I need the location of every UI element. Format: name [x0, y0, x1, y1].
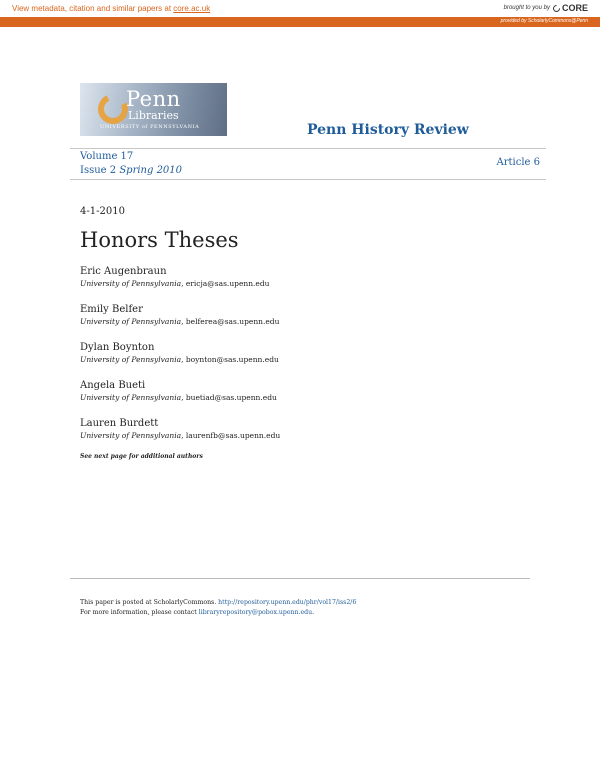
- footer-contact-text: For more information, please contact: [80, 609, 197, 616]
- author-university: University of Pennsylvania: [80, 431, 182, 440]
- author-entry: [80, 303, 550, 341]
- author-university: University of Pennsylvania: [80, 355, 182, 364]
- author-affiliation: [80, 316, 550, 327]
- author-list: [80, 265, 550, 455]
- author-name: Dylan Boynton: [80, 342, 155, 353]
- core-metadata-text: View metadata, citation and similar papers at: [12, 4, 172, 13]
- logo-university: UNIVERSITY of PENNSYLVANIA: [100, 124, 200, 130]
- see-next-page-note: See next page for additional authors: [80, 453, 203, 460]
- author-name: Eric Augenbraun: [80, 266, 167, 277]
- core-logo-text: CORE: [561, 3, 588, 13]
- author-name: Emily Belfer: [80, 304, 143, 315]
- author-email: , belferea@sas.upenn.edu: [181, 317, 280, 326]
- repository-link[interactable]: http://repository.upenn.edu/phr/vol17/iss2/6: [218, 599, 357, 606]
- core-metadata-notice: [12, 4, 210, 13]
- author-affiliation: [80, 354, 550, 365]
- publication-date: 4-1-2010: [80, 206, 125, 217]
- logo-title: Penn: [126, 87, 181, 111]
- author-entry: [80, 341, 550, 379]
- author-affiliation: [80, 430, 550, 441]
- author-affiliation: [80, 392, 550, 403]
- journal-title[interactable]: Penn History Review: [307, 122, 469, 138]
- issue-link[interactable]: [80, 165, 182, 176]
- footer-contact-suffix: .: [312, 609, 315, 616]
- author-email: , buetiad@sas.upenn.edu: [181, 393, 277, 402]
- penn-libraries-logo[interactable]: [80, 83, 227, 136]
- brought-by-text: brought to you by: [503, 5, 550, 11]
- header-divider-bottom: [70, 179, 546, 180]
- footer-posted: [80, 599, 356, 606]
- volume-link[interactable]: Volume 17: [80, 151, 134, 162]
- author-university: University of Pennsylvania: [80, 317, 182, 326]
- header-divider-top: [70, 148, 546, 149]
- author-university: University of Pennsylvania: [80, 393, 182, 402]
- author-name: Angela Bueti: [80, 380, 146, 391]
- footer-divider: [70, 578, 530, 579]
- core-logo-icon: [552, 3, 562, 13]
- author-entry: [80, 379, 550, 417]
- provided-by-text[interactable]: provided by ScholarlyCommons@Penn: [500, 18, 588, 24]
- logo-subtitle: Libraries: [128, 109, 179, 122]
- article-link[interactable]: Article 6: [496, 157, 540, 168]
- author-entry: [80, 417, 550, 455]
- issue-season: Spring 2010: [119, 165, 183, 176]
- contact-email-link[interactable]: libraryrepository@pobox.upenn.edu: [198, 609, 313, 616]
- paper-title: Honors Theses: [80, 228, 239, 252]
- author-university: University of Pennsylvania: [80, 279, 182, 288]
- footer-posted-text: This paper is posted at ScholarlyCommons.: [80, 599, 217, 606]
- author-email: , boynton@sas.upenn.edu: [181, 355, 279, 364]
- author-entry: [80, 265, 550, 303]
- issue-number: Issue 2: [80, 165, 117, 176]
- core-brought-by: [504, 3, 588, 13]
- footer-contact: [80, 609, 314, 616]
- author-name: Lauren Burdett: [80, 418, 159, 429]
- author-email: , ericja@sas.upenn.edu: [181, 279, 270, 288]
- author-affiliation: [80, 278, 550, 289]
- core-link[interactable]: core.ac.uk: [173, 4, 211, 13]
- author-email: , laurenfb@sas.upenn.edu: [181, 431, 281, 440]
- core-logo[interactable]: [553, 3, 588, 13]
